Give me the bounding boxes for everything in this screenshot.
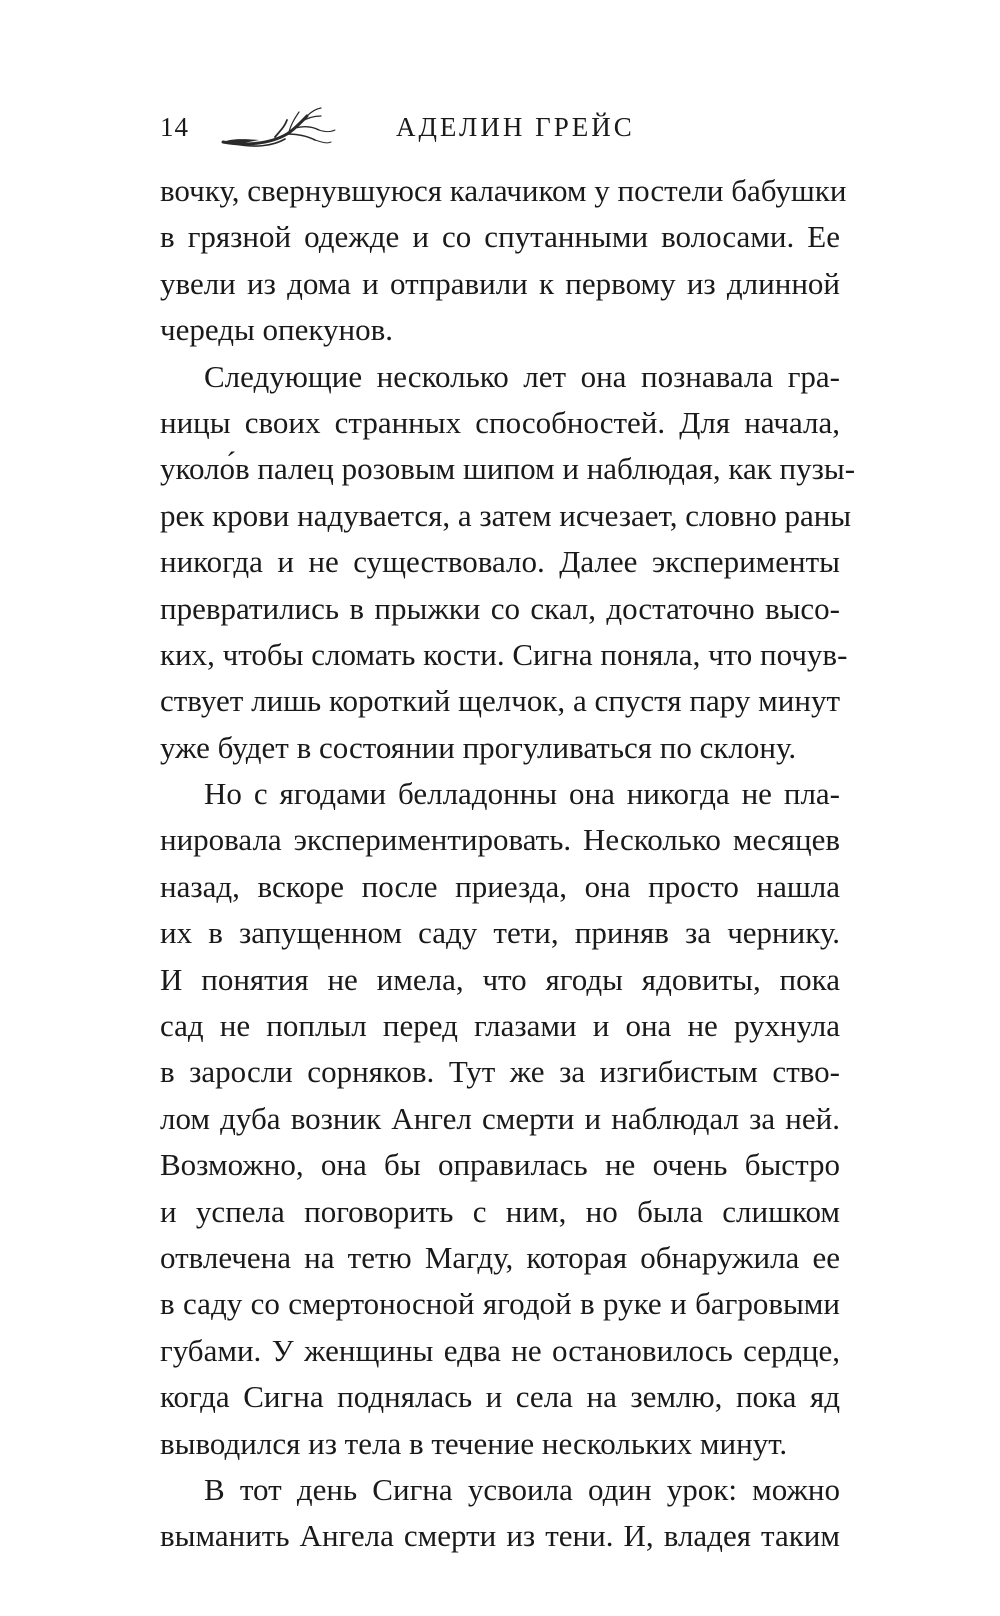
text-line: назад, вскоре после приезда, она просто нашла [160, 868, 840, 904]
text-line: уколо́в палец розовым шипом и наблюдая, как пузы- [160, 451, 856, 487]
text-line: сад не поплыл перед глазами и она не рухнула [160, 1008, 840, 1044]
text-line: Но с ягодами белладонны она никогда не пла- [204, 776, 840, 812]
text-line: Следующие несколько лет она познавала гра- [204, 358, 840, 394]
text-line: рек крови надувается, а затем исчезает, словно раны [160, 497, 852, 533]
text-line: их в запущенном саду тети, приняв за чернику. [160, 915, 840, 951]
text-line: превратились в прыжки со скал, достаточно высо- [160, 590, 840, 626]
text-line: вочку, свернувшуюся калачиком у постели бабушки [160, 173, 847, 208]
text-line: ницы своих странных способностей. Для начала, [160, 404, 840, 440]
text-line: лом дуба возник Ангел смерти и наблюдал за ней. [160, 1100, 840, 1136]
text-line: И понятия не имела, что ягоды ядовиты, пока [160, 961, 840, 997]
running-head [160, 104, 840, 156]
page-number: 14 [160, 112, 189, 142]
text-line: ствует лишь короткий щелчок, а спустя пару минут [160, 683, 840, 719]
text-line: когда Сигна поднялась и села на землю, пока яд [160, 1379, 840, 1415]
text-line: отвлечена на тетю Магду, которая обнаружила ее [160, 1239, 840, 1275]
text-line: и успела поговорить с ним, но была слишком [160, 1193, 840, 1229]
text-line: никогда и не существовало. Далее эксперименты [160, 544, 840, 580]
branch-ornament-icon [215, 104, 345, 156]
body-text [160, 168, 856, 1560]
text-line: губами. У женщины едва не остановилось сердце, [160, 1332, 840, 1368]
text-line: Возможно, она бы оправилась не очень быстро [160, 1147, 840, 1183]
text-line: В тот день Сигна усвоила один урок: можно [204, 1471, 840, 1507]
book-author: АДЕЛИН ГРЕЙС [396, 112, 635, 142]
text-line: в саду со смертоносной ягодой в руке и багровыми [160, 1286, 840, 1322]
text-line: нировала экспериментировать. Несколько месяцев [160, 822, 840, 858]
text-line: увели из дома и отправили к первому из длинной [160, 265, 840, 301]
text-line: выманить Ангела смерти из тени. И, владея таким [160, 1518, 840, 1554]
text-line: череды опекунов. [160, 312, 393, 348]
text-line: выводился из тела в течение нескольких минут. [160, 1425, 788, 1461]
text-line: ких, чтобы сломать кости. Сигна поняла, что почув- [160, 636, 848, 672]
text-line: в заросли сорняков. Тут же за изгибистым ство- [160, 1054, 840, 1090]
text-line: уже будет в состоянии прогуливаться по склону. [160, 729, 797, 765]
text-line: в грязной одежде и со спутанными волосами. Ее [160, 219, 840, 255]
